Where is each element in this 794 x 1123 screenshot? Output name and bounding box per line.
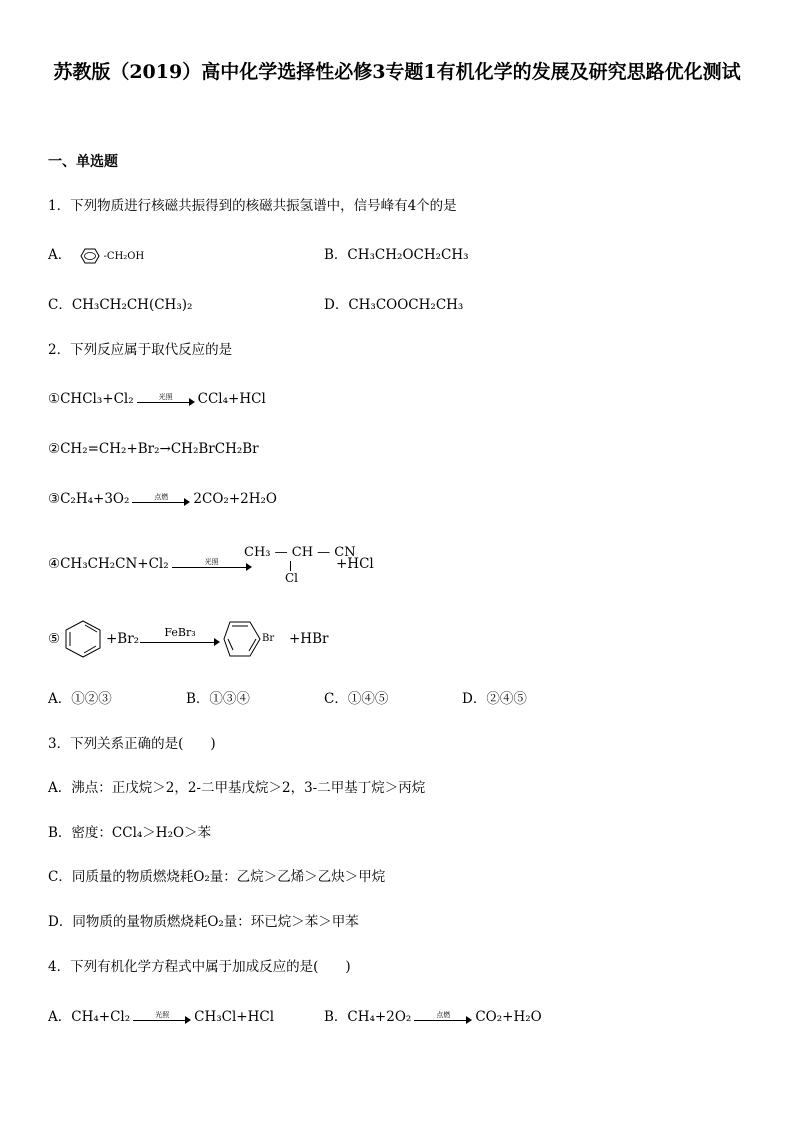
reaction-arrow-icon — [140, 625, 220, 647]
q2-reaction-2: ②CH₂=CH₂+Br₂→CH₂BrCH₂Br — [48, 441, 259, 457]
q2-option-b[interactable]: B．①③④ — [186, 691, 250, 707]
q4-option-a[interactable] — [48, 1007, 274, 1027]
reaction-arrow-icon — [132, 493, 190, 507]
bromobenzene-ring-icon — [222, 620, 262, 658]
q1-option-a[interactable] — [48, 245, 144, 267]
reaction-condition: 光照 — [204, 557, 219, 566]
q4-stem: 4．下列有机化学方程式中属于加成反应的是( ) — [48, 959, 351, 975]
reaction-arrow-icon — [172, 558, 252, 572]
q4-a-reactants: A．CH₄+Cl₂ — [48, 1009, 131, 1025]
q4-b-products: CO₂+H₂O — [475, 1009, 542, 1025]
q1-option-b[interactable]: B．CH₃CH₂OCH₂CH₃ — [324, 247, 469, 263]
reaction-condition: FeBr₃ — [164, 625, 196, 639]
q3-stem: 3．下列关系正确的是( ) — [48, 736, 216, 752]
q1-option-c[interactable]: C．CH₃CH₂CH(CH₃)₂ — [48, 297, 193, 313]
reaction-condition: 光照 — [155, 1010, 170, 1019]
q2-option-d[interactable]: D．②④⑤ — [462, 691, 527, 707]
q2-r1-products: CCl₄+HCl — [197, 391, 266, 407]
reaction-condition: 点燃 — [436, 1010, 451, 1019]
q2-reaction-3 — [48, 489, 277, 509]
q2-r5-hbr: +HBr — [289, 631, 329, 647]
q2-r4-hcl: +HCl — [336, 556, 374, 572]
reaction-arrow-icon — [137, 393, 195, 407]
q3-option-c[interactable]: C．同质量的物质燃烧耗O₂量：乙烷＞乙烯＞乙炔＞甲烷 — [48, 869, 386, 885]
q4-a-products: CH₃Cl+HCl — [194, 1009, 275, 1025]
q1-option-d[interactable]: D．CH₃COOCH₂CH₃ — [324, 297, 464, 313]
reaction-arrow-icon — [133, 1011, 191, 1025]
q3-option-d[interactable]: D．同物质的量物质燃烧耗O₂量：环已烷＞苯＞甲苯 — [48, 914, 359, 930]
reaction-arrow-icon — [414, 1011, 472, 1025]
page-title: 苏教版（2019）高中化学选择性必修3专题1有机化学的发展及研究思路优化测试 — [53, 61, 741, 83]
q2-reaction-5-num: ⑤ — [48, 631, 61, 647]
q2-r5-br-label: Br — [262, 633, 275, 644]
q2-r3-products: 2CO₂+2H₂O — [193, 491, 277, 507]
benzene-ring-icon — [62, 619, 104, 659]
q3-option-a[interactable]: A．沸点：正戊烷＞2，2-二甲基戊烷＞2，3-二甲基丁烷＞丙烷 — [48, 780, 426, 796]
q2-r5-br2: +Br₂ — [106, 631, 140, 647]
q4-option-b[interactable] — [324, 1007, 542, 1027]
q1-option-a-label: A． — [48, 247, 72, 263]
q4-b-reactants: B．CH₄+2O₂ — [324, 1009, 412, 1025]
q2-option-c[interactable]: C．①④⑤ — [324, 691, 389, 707]
q2-reaction-4 — [48, 554, 255, 574]
section-heading: 一、单选题 — [48, 154, 118, 170]
q2-r4-product-cl: Cl — [285, 571, 299, 585]
q2-stem: 2．下列反应属于取代反应的是 — [48, 342, 233, 358]
q2-r4-product-chain: CH₃ — CH — CN — [244, 545, 356, 560]
q2-option-a[interactable]: A．①②③ — [48, 691, 112, 707]
reaction-condition: 光照 — [158, 392, 173, 401]
q1-option-a-text: -CH₂OH — [103, 251, 145, 262]
q1-stem: 1．下列物质进行核磁共振得到的核磁共振氢谱中，信号峰有4个的是 — [48, 198, 457, 214]
q3-option-b[interactable]: B．密度：CCl₄＞H₂O＞苯 — [48, 825, 212, 841]
q2-r5-arrow — [137, 625, 223, 649]
q2-r1-reactants: ①CHCl₃+Cl₂ — [48, 391, 134, 407]
benzene-ring-icon — [76, 248, 104, 264]
q2-r4-reactants: ④CH₃CH₂CN+Cl₂ — [48, 556, 169, 572]
reaction-condition: 点燃 — [154, 492, 169, 501]
q2-r3-reactants: ③C₂H₄+3O₂ — [48, 491, 130, 507]
q2-reaction-1 — [48, 389, 266, 409]
